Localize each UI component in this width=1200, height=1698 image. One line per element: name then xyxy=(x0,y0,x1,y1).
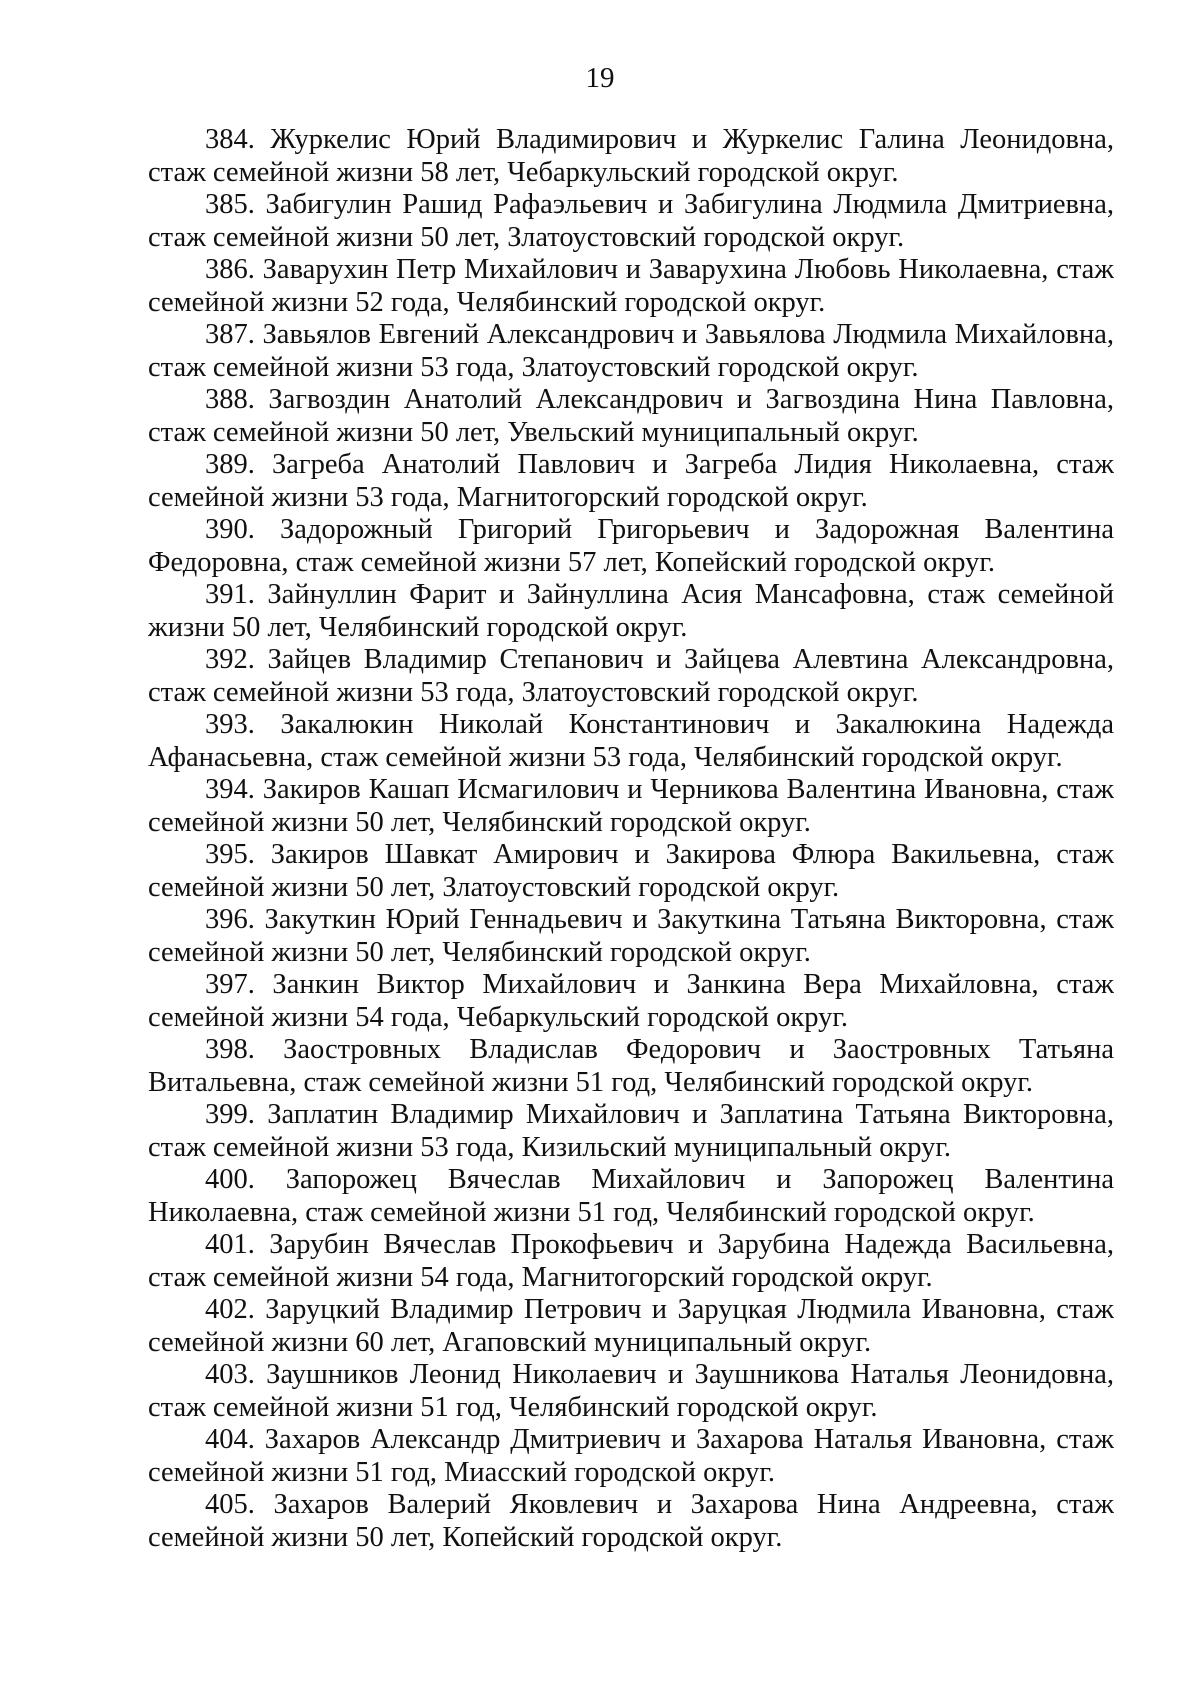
list-entry-398: 398. Заостровных Владислав Федорович и Заостровных Татьяна Витальевна, стаж семейной жизни 51 год, Челябинский городской округ. xyxy=(148,1034,1114,1098)
list-entry-401: 401. Зарубин Вячеслав Прокофьевич и Зарубина Надежда Васильевна, стаж семейной жизни 54 года, Магнитогорский городской округ. xyxy=(148,1229,1114,1293)
entry-list xyxy=(148,124,1114,1554)
page-number: 19 xyxy=(585,62,615,94)
list-entry-404: 404. Захаров Александр Дмитриевич и Захарова Наталья Ивановна, стаж семейной жизни 51 год, Миасский городской округ. xyxy=(148,1424,1114,1488)
list-entry-405: 405. Захаров Валерий Яковлевич и Захарова Нина Андреевна, стаж семейной жизни 50 лет, Копейский городской округ. xyxy=(148,1489,1114,1553)
list-entry-389: 389. Загреба Анатолий Павлович и Загреба Лидия Николаевна, стаж семейной жизни 53 года, Магнитогорский городской округ. xyxy=(148,449,1114,513)
list-entry-396: 396. Закуткин Юрий Геннадьевич и Закуткина Татьяна Викторовна, стаж семейной жизни 50 лет, Челябинский городской округ. xyxy=(148,904,1114,968)
list-entry-403: 403. Заушников Леонид Николаевич и Заушникова Наталья Леонидовна, стаж семейной жизни 51 год, Челябинский городской округ. xyxy=(148,1359,1114,1423)
list-entry-390: 390. Задорожный Григорий Григорьевич и Задорожная Валентина Федоровна, стаж семейной жизни 57 лет, Копейский городской округ. xyxy=(148,514,1114,578)
list-entry-391: 391. Зайнуллин Фарит и Зайнуллина Асия Мансафовна, стаж семейной жизни 50 лет, Челябинский городской округ. xyxy=(148,579,1114,643)
list-entry-395: 395. Закиров Шавкат Амирович и Закирова Флюра Вакильевна, стаж семейной жизни 50 лет, Златоустовский городской округ. xyxy=(148,839,1114,903)
list-entry-402: 402. Заруцкий Владимир Петрович и Заруцкая Людмила Ивановна, стаж семейной жизни 60 лет, Агаповский муниципальный округ. xyxy=(148,1294,1114,1358)
list-entry-384: 384. Журкелис Юрий Владимирович и Журкелис Галина Леонидовна, стаж семейной жизни 58 лет, Чебаркульский городской округ. xyxy=(148,124,1114,188)
list-entry-392: 392. Зайцев Владимир Степанович и Зайцева Алевтина Александровна, стаж семейной жизни 53 года, Златоустовский городской округ. xyxy=(148,644,1114,708)
list-entry-386: 386. Заварухин Петр Михайлович и Заварухина Любовь Николаевна, стаж семейной жизни 52 года, Челябинский городской округ. xyxy=(148,254,1114,318)
list-entry-399: 399. Заплатин Владимир Михайлович и Заплатина Татьяна Викторовна, стаж семейной жизни 53 года, Кизильский муниципальный округ. xyxy=(148,1099,1114,1163)
list-entry-400: 400. Запорожец Вячеслав Михайлович и Запорожец Валентина Николаевна, стаж семейной жизни 51 год, Челябинский городской округ. xyxy=(148,1164,1114,1228)
list-entry-385: 385. Забигулин Рашид Рафаэльевич и Забигулина Людмила Дмитриевна, стаж семейной жизни 50 лет, Златоустовский городской округ. xyxy=(148,189,1114,253)
list-entry-394: 394. Закиров Кашап Исмагилович и Черникова Валентина Ивановна, стаж семейной жизни 50 лет, Челябинский городской округ. xyxy=(148,774,1114,838)
list-entry-387: 387. Завьялов Евгений Александрович и Завьялова Людмила Михайловна, стаж семейной жизни 53 года, Златоустовский городской округ. xyxy=(148,319,1114,383)
list-entry-388: 388. Загвоздин Анатолий Александрович и Загвоздина Нина Павловна, стаж семейной жизни 50 лет, Увельский муниципальный округ. xyxy=(148,384,1114,448)
list-entry-397: 397. Занкин Виктор Михайлович и Занкина Вера Михайловна, стаж семейной жизни 54 года, Чебаркульский городской округ. xyxy=(148,969,1114,1033)
list-entry-393: 393. Закалюкин Николай Константинович и Закалюкина Надежда Афанасьевна, стаж семейной жизни 53 года, Челябинский городской округ. xyxy=(148,709,1114,773)
